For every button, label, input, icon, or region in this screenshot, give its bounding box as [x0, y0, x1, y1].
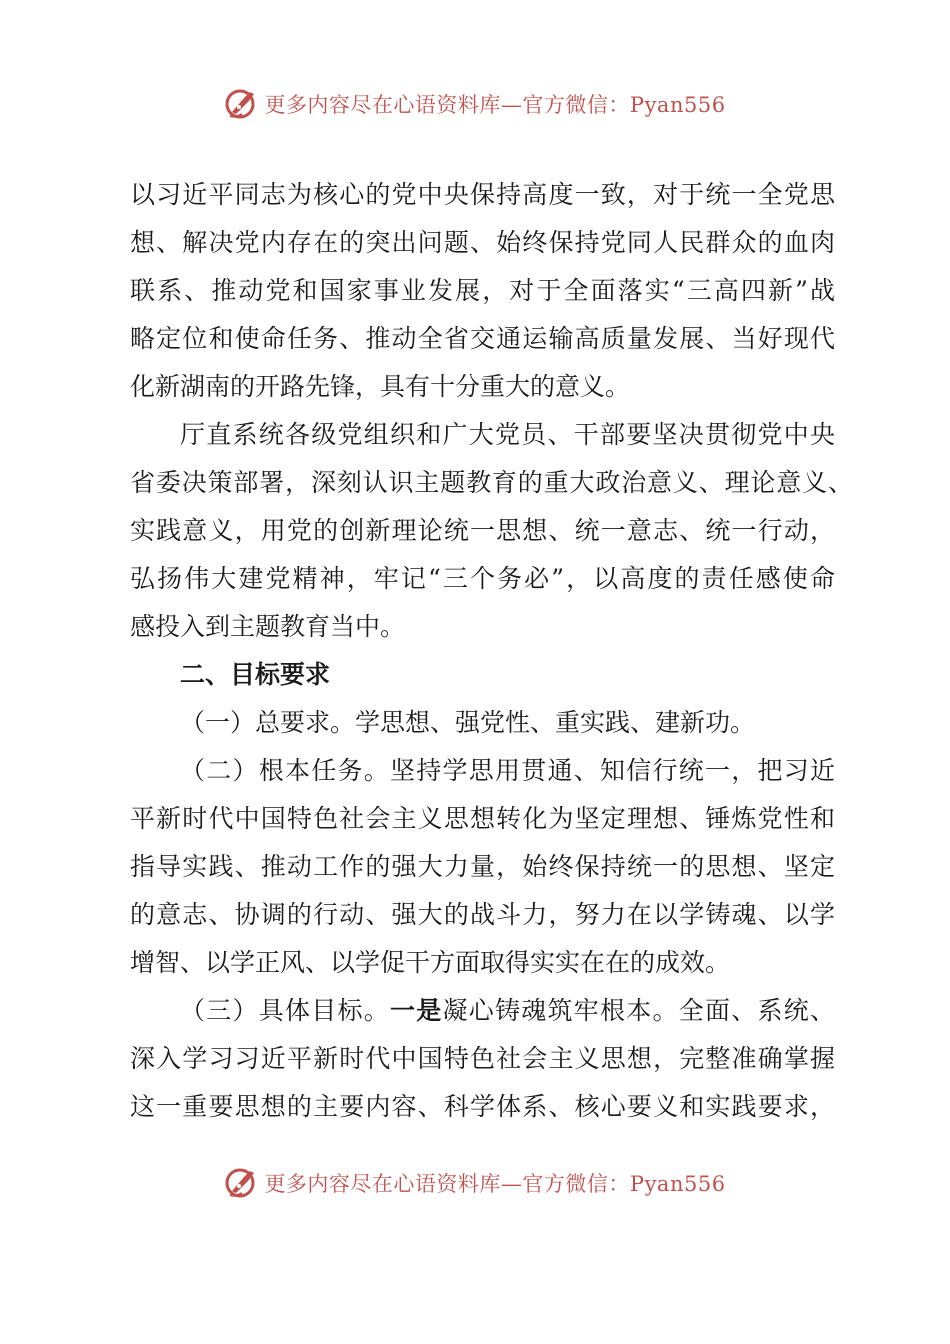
item3-lead: （三）具体目标。	[180, 996, 390, 1025]
pen-nib-logo-icon	[224, 86, 260, 122]
document-body	[130, 171, 853, 1131]
footer-banner	[0, 1163, 950, 1203]
text-line: 联系、推动党和国家事业发展，对于全面落实“三高四新”战	[130, 276, 835, 305]
text-line-mixed	[130, 987, 835, 1035]
header-banner-text: 更多内容尽在心语资料库—官方微信：Pyan556	[264, 93, 726, 117]
text-line: 想、解决党内存在的突出问题、始终保持党同人民群众的血肉	[130, 228, 835, 257]
footer-banner-text: 更多内容尽在心语资料库—官方微信：Pyan556	[264, 1172, 726, 1196]
text-line: 弘扬伟大建党精神，牢记“三个务必”，以高度的责任感使命	[130, 564, 835, 593]
item3-rest: 凝心铸魂筑牢根本。全面、系统、	[442, 996, 835, 1025]
text-line: 平新时代中国特色社会主义思想转化为坚定理想、锤炼党性和	[130, 804, 835, 833]
pen-nib-logo-icon	[224, 1165, 260, 1201]
text-line: （一）总要求。学思想、强党性、重实践、建新功。	[180, 708, 756, 737]
header-banner	[0, 84, 950, 124]
text-line: 厅直系统各级党组织和广大党员、干部要坚决贯彻党中央	[180, 420, 835, 449]
text-line: 感投入到主题教育当中。	[130, 612, 406, 641]
text-line: 实践意义，用党的创新理论统一思想、统一意志、统一行动，	[130, 516, 835, 545]
text-line: 以习近平同志为核心的党中央保持高度一致，对于统一全党思	[130, 180, 835, 209]
section-heading: 二、目标要求	[180, 660, 331, 689]
text-line: 增智、以学正风、以学促干方面取得实实在在的成效。	[130, 948, 731, 977]
text-line: 这一重要思想的主要内容、科学体系、核心要义和实践要求，	[130, 1092, 835, 1121]
text-line: 深入学习习近平新时代中国特色社会主义思想，完整准确掌握	[130, 1044, 835, 1073]
text-line: 略定位和使命任务、推动全省交通运输高质量发展、当好现代	[130, 324, 835, 353]
text-line: （二）根本任务。坚持学思用贯通、知信行统一，把习近	[180, 756, 835, 785]
text-line: 化新湖南的开路先锋，具有十分重大的意义。	[130, 372, 631, 401]
item3-bold-marker: 一是	[390, 996, 443, 1025]
text-line: 指导实践、推动工作的强大力量，始终保持统一的思想、坚定	[130, 852, 835, 881]
text-line: 省委决策部署，深刻认识主题教育的重大政治意义、理论意义、	[130, 468, 853, 497]
text-line: 的意志、协调的行动、强大的战斗力，努力在以学铸魂、以学	[130, 900, 835, 929]
